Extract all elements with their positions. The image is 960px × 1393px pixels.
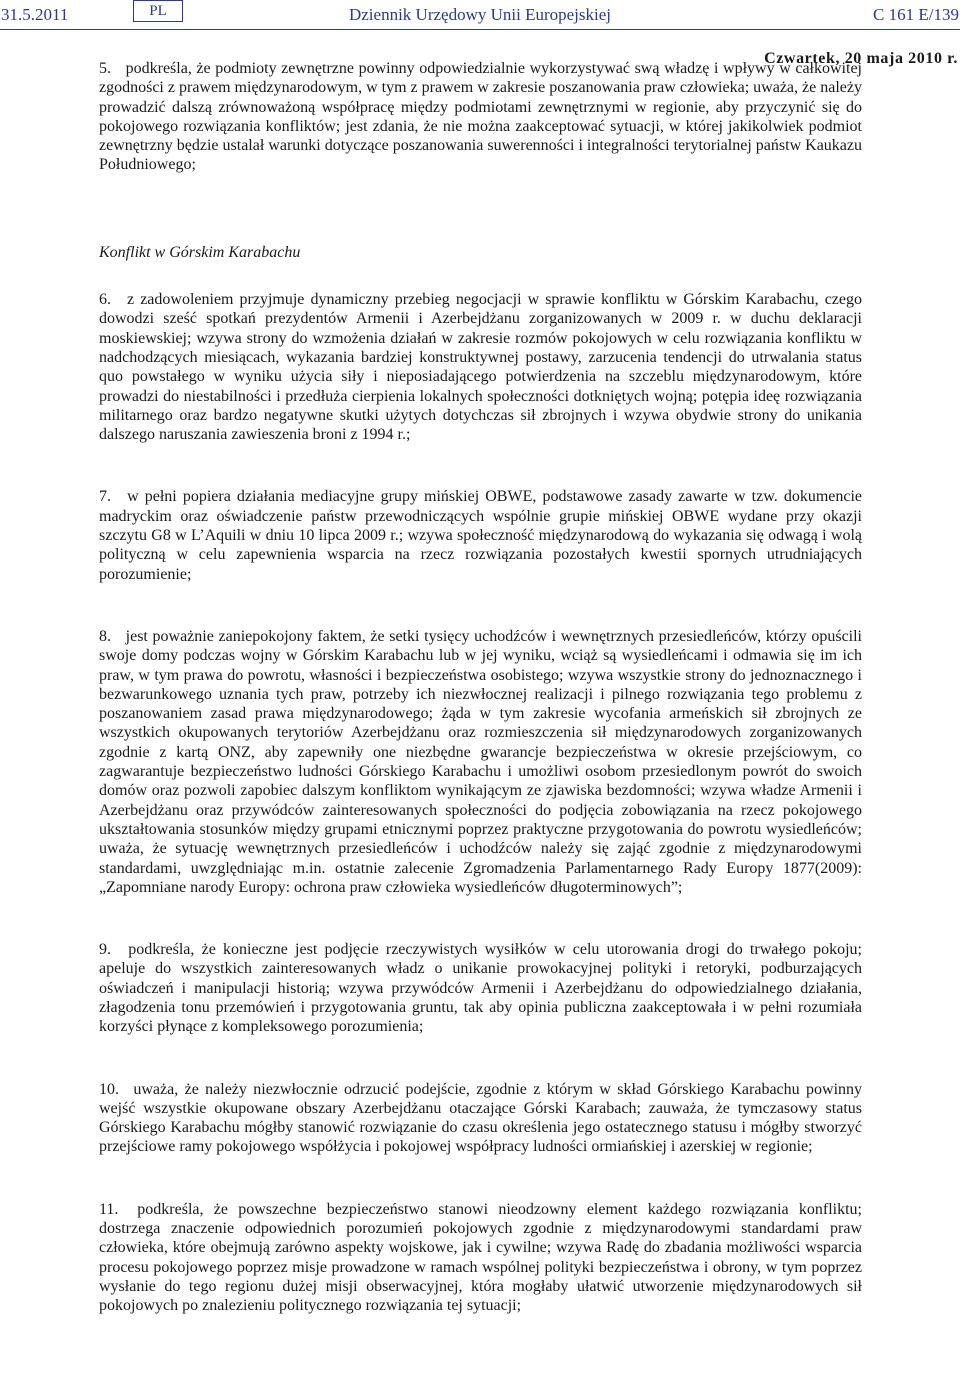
paragraph-11 <box>99 1200 862 1316</box>
paragraph-number: 7. <box>99 488 111 506</box>
spacer <box>99 584 862 627</box>
paragraph-number: 9. <box>99 941 111 959</box>
paragraph-number: 11. <box>99 1200 119 1218</box>
publication-date: 31.5.2011 <box>1 5 69 24</box>
sitting-date: Czwartek, 20 maja 2010 r. <box>764 50 958 67</box>
paragraph-8 <box>99 627 862 897</box>
journal-reference: C 161 E/139 <box>873 5 959 24</box>
spacer <box>99 1037 862 1080</box>
paragraph-5 <box>99 59 862 175</box>
paragraph-number: 6. <box>99 291 111 309</box>
section-heading: Konflikt w Górskim Karabachu <box>99 243 301 261</box>
journal-title: Dziennik Urzędowy Unii Europejskiej <box>348 5 611 24</box>
paragraph-7 <box>99 487 862 583</box>
paragraph-number: 10. <box>99 1080 119 1098</box>
paragraph-text: uważa, że należy niezwłocznie odrzucić podejście, zgodnie z którym w skład Górskiego Karabachu powinny wejść wszystkie okupowane obszary Azerbejdżanu otaczające Górski Karabach; zauważa, że tymczasowy status Górskiego Karabachu mógłby stanowić rozwiązanie do czasu określenia jego ostatecznego statusu i mógłby stworzyć przejściowe ramy pokojowego współżycia i pokojowej współpracy ludności ormiańskiej i azerskiej w regionie; <box>99 1080 863 1156</box>
spacer <box>99 262 862 290</box>
paragraph-number: 5. <box>99 60 111 77</box>
paragraph-text: podkreśla, że podmioty zewnętrzne powinny odpowiedzialnie wykorzystywać swą władzę i wpływy w całkowitej zgodności z prawem międzynarodowym, w tym z prawem w zakresie poszanowania praw człowieka; uważa, że należy prowadzić dalszą zrównoważoną współpracę między podmiotami zewnętrznymi w regionie, aby przyczynić się do pokojowego rozwiązania konfliktów; jest zdania, że nie można zaakceptować sytuacji, w której jakikolwiek podmiot zewnętrzny będzie ustalał warunki dotyczące poszanowania suwerenności i integralności terytorialnej państw Kaukazu Południowego; <box>99 60 862 174</box>
language-badge: PL <box>133 0 183 22</box>
journal-header <box>0 0 960 30</box>
paragraph-text: z zadowoleniem przyjmuje dynamiczny przebieg negocjacji w sprawie konfliktu w Górskim Karabachu, czego dowodzi sześć spotkań prezydentów Armenii i Azerbejdżanu zorganizowanych w 2009 r. w duchu deklaracji moskiewskiej; wzywa strony do wzmożenia działań w zakresie rozmów pokojowych w celu rozwiązania konfliktu w nadchodzących miesiącach, wykazania bardziej konstruktywnej postawy, zarzucenia tendencji do utrwalania status quo powstałego w wyniku użycia siły i nieposiadającego potwierdzenia na szczeblu międzynarodowym, które prowadzi do niestabilności i przedłuża cierpienia lokalnych społeczności dotkniętych wojną; potępia ideę rozwiązania militarnego oraz bardzo negatywne skutki użytych dotychczas sił zbrojnych i wzywa obydwie strony do unikania dalszego naruszania zawieszenia broni z 1994 r.; <box>99 291 863 444</box>
paragraph-number: 8. <box>99 627 111 645</box>
document-body <box>99 59 862 1316</box>
paragraph-text: podkreśla, że powszechne bezpieczeństwo stanowi nieodzowny element każdego rozwiązania konfliktu; dostrzega znaczenie odpowiednich porozumień pokojowych zgodnie z międzynarodowymi standardami praw człowieka, które obejmują zarówno aspekty wojskowe, jak i cywilne; wzywa Radę do zbadania możliwości wsparcia procesu pokojowego poprzez misje prowadzone w ramach wspólnej polityki bezpieczeństwa i obrony, w tym poprzez wysłanie do tego regionu dużej misji obserwacyjnej, która mogłaby ułatwić utworzenie międzynarodowych sił pokojowych po znalezieniu politycznego rozwiązania tej sytuacji; <box>99 1200 862 1315</box>
spacer <box>99 175 862 243</box>
paragraph-text: w pełni popiera działania mediacyjne grupy mińskiej OBWE, podstawowe zasady zawarte w tzw. dokumencie madryckim oraz oświadczenie państw przewodniczących wspólnie grupie mińskiej OBWE wydane przy okazji szczytu G8 w L’Aquili w dniu 10 lipca 2009 r.; wzywa społeczność międzynarodową do wykazania się odwagą i wolą polityczną w celu zapewnienia wsparcia na rzecz rozwiązania pozostałych kwestii spornych utrudniających porozumienie; <box>99 488 863 583</box>
paragraph-6 <box>99 290 862 444</box>
spacer <box>99 897 862 940</box>
paragraph-text: podkreśla, że konieczne jest podjęcie rzeczywistych wysiłków w celu utorowania drogi do trwałego pokoju; apeluje do wszystkich zainteresowanych władz o unikanie prowokacyjnej polityki i retoryki, podburzających oświadczeń i manipulacji historią; wzywa przywódców Armenii i Azerbejdżanu do odpowiedzialnego działania, złagodzenia tonu przemówień i przygotowania gruntu, tak aby opinia publiczna zaakceptowała i w pełni rozumiała korzyści płynące z kompleksowego porozumienia; <box>99 941 862 1036</box>
paragraph-9 <box>99 940 862 1036</box>
paragraph-10 <box>99 1080 862 1157</box>
paragraph-text: jest poważnie zaniepokojony faktem, że setki tysięcy uchodźców i wewnętrznych przesiedleńców, którzy opuścili swoje domy podczas wojny w Górskim Karabachu lub w jej wyniku, wciąż są wysiedleńcami i odmawia się im ich praw, w tym prawa do powrotu, własności i bezpieczeństwa osobistego; wzywa wszystkie strony do jednoznacznego i bezwarunkowego uznania tych praw, potrzeby ich niezwłocznej realizacji i pilnego rozwiązania tego problemu z poszanowaniem zasad prawa międzynarodowego; żąda w tym zakresie wycofania armeńskich sił zbrojnych ze wszystkich okupowanych terytoriów Azerbejdżanu oraz rozmieszczenia sił międzynarodowych zorganizowanych zgodnie z kartą ONZ, aby zapewniły one niezbędne gwarancje bezpieczeństwa w okresie przejściowym, co zagwarantuje bezpieczeństwo ludności Górskiego Karabachu i umożliwi osobom przesiedlonym powrót do swoich domów oraz pozwoli zapobiec dalszym konfliktom wynikającym ze zjawiska bezdomności; wzywa władze Armenii i Azerbejdżanu oraz przywódców zainteresowanych społeczności do podjęcia zobowiązania na rzecz pokojowego ukształtowania stosunków między grupami etnicznymi poprzez praktyczne przygotowania do powrotu wysiedleńców; uważa, że sytuację wewnętrznych przesiedleńców i uchodźców należy się zająć zgodnie z międzynarodowymi standardami, uwzględniając m.in. ostatnie zalecenie Zgromadzenia Parlamentarnego Rady Europy 1877(2009): „Zapomniane narody Europy: ochrona praw człowieka wysiedleńców długoterminowych”; <box>99 627 863 896</box>
spacer <box>99 1157 862 1200</box>
spacer <box>99 444 862 487</box>
header-rule <box>0 29 960 30</box>
